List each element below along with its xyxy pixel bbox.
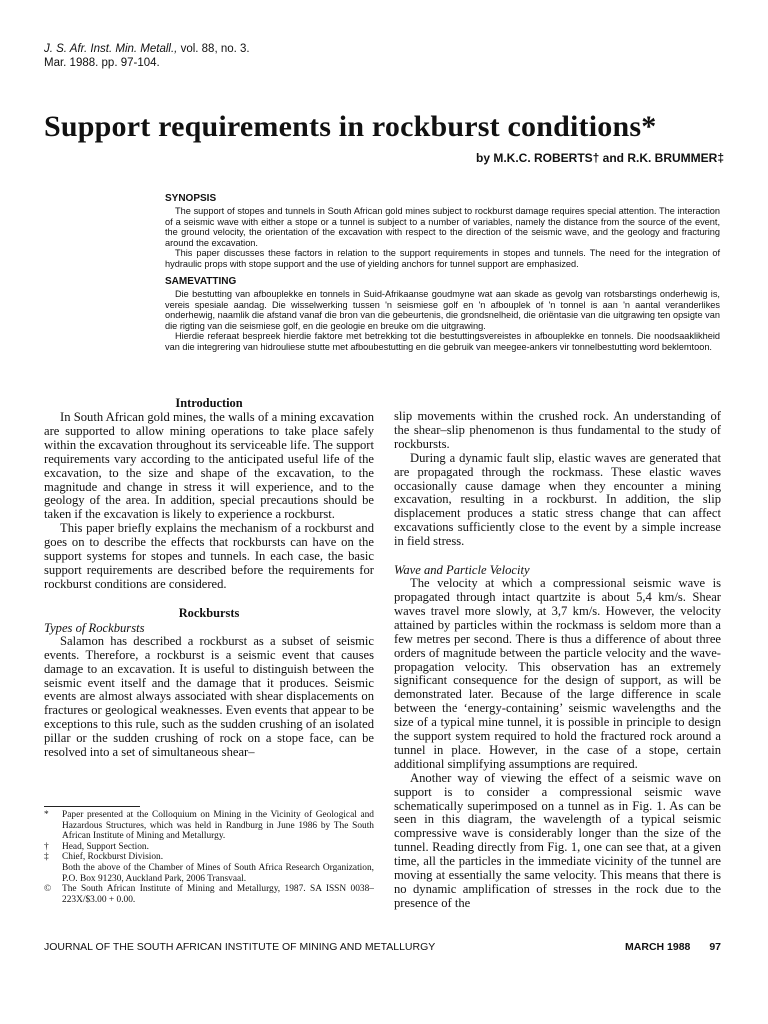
rockbursts-heading: Rockbursts (178, 605, 240, 620)
wave-subheading: Wave and Particle Velocity (394, 563, 530, 578)
page-number: 97 (709, 941, 721, 953)
samevatting-paragraph: Hierdie referaat bespreek hierdie faktore met betrekking tot die bestuttingsvereistes in afbouplekke en tonnels. Die noodsaaklikheid van die integrering van hidrouliese stutte met afboubestutting en die gebruik van meegee-ankers vir tonnelbestutting word beklemtoon. (165, 331, 720, 352)
footnote-mark: * (44, 810, 49, 820)
synopsis-paragraph: The support of stopes and tunnels in South African gold mines subject to rockburst damage requires special attention. The interaction of a seismic wave with either a stope or a tunnel is subject to a number of variables, namely the distance from the source of the event, the ground velocity, the orientation of the excavation with respect to the direction of the seismic wave, and the geology and fracturing around the excavation. (165, 206, 720, 248)
footnote (44, 842, 374, 853)
samevatting (165, 276, 720, 352)
paper-authors: by M.K.C. ROBERTS† and R.K. BRUMMER‡ (475, 151, 724, 165)
footer-issue: MARCH 1988 (625, 941, 691, 953)
footnote-mark: † (44, 841, 49, 852)
body-paragraph: The velocity at which a compressional seismic wave is propagated through intact quartzite is about 5,4 km/s. Shear waves travel more slowly, at 3,7 km/s. However, the velocity attained by particles within the rockmass is seldom more than a few metres per second. There is thus a difference of about three orders of magnitude between the particle velocity and the wave-propagation velocity. This observation has an extremely significant consequence for the design of support, as will be demonstrated later. Because of the large difference in scale between the ‘energy-containing’ seismic wavelengths and the size of a typical mine tunnel, it is possible in principle to design the support system required to hold the fractured rock around a tunnel in place. However, in the case of a stope, certain additional simplifying assumptions are required. (394, 576, 721, 771)
footnote-mark (44, 863, 62, 884)
synopsis-paragraph: This paper discusses these factors in relation to the support requirements in stopes and tunnels. The need for the integration of hydraulic props with stope support and the use of yielding anchors for tunnel support are emphasized. (165, 248, 720, 269)
samevatting-heading: SAMEVATTING (165, 276, 237, 287)
body-paragraph: Another way of viewing the effect of a seismic wave on support is to consider a compressional seismic wave schematically superimposed on a tunnel as in Fig. 1. As can be seen in this diagram, the wavelength of a typical seismic compressive wave is considerably longer than the size of the tunnel. Reading directly from Fig. 1, one can see that, at a given time, all the particles in the immediate vicinity of the tunnel are moving at essentially the same velocity. This means that there is no dynamic amplification of stresses in the rock due to the presence of the (394, 770, 721, 910)
introduction-heading: Introduction (175, 396, 243, 410)
body-paragraph: During a dynamic fault slip, elastic waves are generated that are propagated through the rockmass. These elastic waves occasionally cause damage when they encounter a mining excavation, resulting in a rockburst. In addition, the slip displacement produces a static stress change that can affect excavations sufficiently close to the event by a simple increase in field stress. (394, 450, 721, 549)
footnote (44, 810, 374, 842)
body-paragraph: slip movements within the crushed rock. An understanding of the shear–slip phenomenon is thus fundamental to the study of rockbursts. (394, 409, 721, 451)
footnote-text: The South African Institute of Mining and Metallurgy, 1987. SA ISSN 0038–223X/$3.00 + 0.00. (62, 884, 374, 905)
footnotes (44, 810, 374, 905)
right-column (394, 410, 721, 911)
footer-journal: JOURNAL OF THE SOUTH AFRICAN INSTITUTE OF MINING AND METALLURGY (44, 941, 436, 953)
footnote (44, 884, 374, 905)
body-paragraph: This paper briefly explains the mechanism of a rockburst and goes on to describe the effects that rockbursts can have on the support systems for stopes and tunnels. In each case, the basic support requirements are described before the requirements for rockburst conditions are considered. (44, 521, 374, 591)
footnote-mark: ‡ (44, 852, 49, 863)
footnote-divider (44, 806, 140, 807)
body-paragraph: Salamon has described a rockburst as a subset of seismic events. Therefore, a rockburst is a seismic event that causes damage to an excavation. It is useful to distinguish between the seismic event itself and the damage that it produces. Seismic events are almost always associated with shear displacements on fractures or geological weaknesses. Even events that appear to be exceptions to this rule, such as the sudden crushing of an isolated pillar or the sudden crushing of rock on a stope face, can be resolved into a set of simultaneous shear– (44, 633, 374, 760)
footnote-text: Paper presented at the Colloquium on Mining in the Vicinity of Geological and Hazardous Structures, which was held in Randburg in June 1986 by The South African Institute of Mining and Metallurgy. (62, 810, 374, 842)
footnote-mark: © (44, 884, 52, 895)
footnote-text: Both the above of the Chamber of Mines of South Africa Research Organization, P.O. Box 91230, Auckland Park, 2006 Transvaal. (62, 862, 374, 884)
footer-issue-page (609, 941, 721, 953)
footnote-text: Head, Support Section. (62, 841, 149, 852)
citation-date-pages: Mar. 1988. pp. 97-104. (44, 57, 160, 69)
types-subheading: Types of Rockbursts (44, 620, 145, 635)
footnote-text: Chief, Rockburst Division. (62, 852, 164, 863)
citation (44, 42, 250, 70)
citation-line-1 (44, 42, 250, 56)
paper-title: Support requirements in rockburst conditions* (44, 110, 657, 143)
body-paragraph: In South African gold mines, the walls of a mining excavation are supported to allow mining operations to take place safely within the excavation throughout its serviceable life. The support requirements vary according to the anticipated useful life of the excavation, to the size and shape of the excavation, to the magnitude and change in stress it will experience, and to the geology of the area. In addition, special precautions should be taken if the excavation is likely to experience a rockburst. (44, 410, 374, 522)
left-column (44, 396, 374, 760)
synopsis (165, 193, 720, 269)
footnote (44, 863, 374, 884)
footnote (44, 852, 374, 863)
samevatting-paragraph: Die bestutting van afbouplekke en tonnels in Suid-Afrikaanse goudmyne wat aan skade as gevolg van rotsbarstings onderhewig is, vereis spesiale aandag. Die wisselwerking tussen 'n seismiese golf en 'n afbouplek of 'n tonnel is aan 'n aantal veranderlikes onderhewig, naamlik die afstand vanaf die bron van die gebeurtenis, die grondsnelheid, die oriëntasie van die uitgrawing ten opsigte van die rigting van die seismiese golf, en die geologie en breuke om die uitgrawing. (165, 289, 720, 331)
synopsis-heading: SYNOPSIS (165, 193, 217, 204)
page-footer (44, 941, 721, 953)
citation-journal: J. S. Afr. Inst. Min. Metall., (44, 43, 178, 55)
citation-volume: vol. 88, no. 3. (180, 43, 250, 55)
